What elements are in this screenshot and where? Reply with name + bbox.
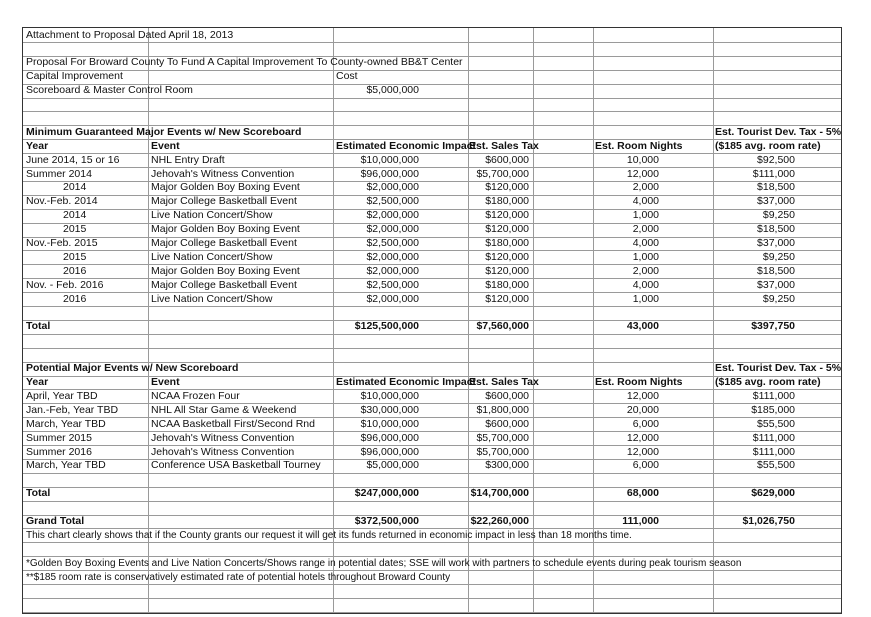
tourist-tax-cell: $55,500 <box>757 417 795 430</box>
room-nights-cell: 1,000 <box>632 209 659 222</box>
impact-cell: $10,000,000 <box>360 153 419 166</box>
sales-tax-cell: $1,800,000 <box>476 403 529 416</box>
tourist-tax-cell: $111,000 <box>752 389 795 402</box>
grid-row-line <box>23 584 841 585</box>
sales-tax-cell: $5,700,000 <box>476 167 529 180</box>
tourist-tax-header-1: Est. Tourist Dev. Tax - 5% <box>715 362 842 375</box>
year-cell: March, Year TBD <box>26 417 106 430</box>
grid-row-line <box>23 306 841 307</box>
tourist-tax-cell: $111,000 <box>752 167 795 180</box>
grand-total-room-nights: 111,000 <box>622 515 659 527</box>
sales-tax-cell: $120,000 <box>485 209 529 222</box>
sales-tax-header: Est. Sales Tax <box>469 139 539 152</box>
proposal-title: Proposal For Broward County To Fund A Capital Improvement To County-owned BB&T Center <box>26 56 463 69</box>
tourist-tax-header-2: ($185 avg. room rate) <box>715 376 821 388</box>
room-nights-cell: 4,000 <box>632 195 659 208</box>
room-nights-cell: 4,000 <box>632 278 659 291</box>
room-nights-header: Est. Room Nights <box>595 376 683 388</box>
year-cell: 2014 <box>63 181 87 194</box>
grid-row-line <box>23 334 841 335</box>
event-cell: Jehovah's Witness Convention <box>151 431 295 444</box>
year-cell: Summer 2016 <box>26 445 92 458</box>
event-cell: Major College Basketball Event <box>151 237 297 249</box>
potential-total-room-nights: 68,000 <box>626 487 659 500</box>
guaranteed-total-impact: $125,500,000 <box>354 320 419 333</box>
room-nights-cell: 10,000 <box>626 153 659 166</box>
grid-row-line <box>23 42 841 43</box>
tourist-tax-cell: $9,250 <box>762 292 795 305</box>
year-cell: Nov.-Feb. 2014 <box>26 195 98 208</box>
room-nights-cell: 6,000 <box>632 417 659 430</box>
room-nights-cell: 1,000 <box>632 250 659 263</box>
sales-tax-header: Est. Sales Tax <box>469 376 539 388</box>
tourist-tax-cell: $111,000 <box>752 445 795 458</box>
potential-total-impact: $247,000,000 <box>354 487 419 500</box>
event-header: Event <box>151 139 180 152</box>
event-cell: Live Nation Concert/Show <box>151 292 273 305</box>
tourist-tax-cell: $18,500 <box>757 264 795 277</box>
impact-cell: $2,000,000 <box>366 292 419 305</box>
impact-cell: $2,500,000 <box>366 195 419 208</box>
event-cell: NCAA Frozen Four <box>151 389 240 402</box>
summary-note: This chart clearly shows that if the County grants our request it will get its funds returned in economic impact in less than 18 months time. <box>26 529 632 541</box>
sales-tax-cell: $120,000 <box>485 292 529 305</box>
grid-row-line <box>23 98 841 99</box>
sales-tax-cell: $600,000 <box>485 153 529 166</box>
tourist-tax-cell: $37,000 <box>757 195 795 208</box>
grand-total-tourist-tax: $1,026,750 <box>742 515 795 527</box>
room-nights-cell: 20,000 <box>626 403 659 416</box>
tourist-tax-cell: $9,250 <box>762 250 795 263</box>
impact-cell: $96,000,000 <box>360 167 419 180</box>
year-cell: Nov. - Feb. 2016 <box>26 278 104 291</box>
year-cell: April, Year TBD <box>26 389 98 402</box>
item-cost: $5,000,000 <box>366 84 419 97</box>
impact-cell: $2,500,000 <box>366 237 419 249</box>
tourist-tax-cell: $18,500 <box>757 223 795 236</box>
year-cell: Summer 2014 <box>26 167 92 180</box>
impact-cell: $10,000,000 <box>360 389 419 402</box>
impact-header: Estimated Economic Impact <box>336 376 477 388</box>
guaranteed-total-sales-tax: $7,560,000 <box>476 320 529 333</box>
grid-row-line <box>23 542 841 543</box>
year-header: Year <box>26 376 49 388</box>
year-cell: Nov.-Feb. 2015 <box>26 237 98 249</box>
year-cell: 2015 <box>63 250 87 263</box>
grid-row-line <box>23 473 841 474</box>
guaranteed-total-label: Total <box>26 320 51 333</box>
impact-cell: $2,000,000 <box>366 181 419 194</box>
potential-total-label: Total <box>26 487 51 500</box>
sales-tax-cell: $600,000 <box>485 389 529 402</box>
grid-col-line <box>148 28 149 613</box>
grid-col-line <box>533 28 534 613</box>
tourist-tax-cell: $37,000 <box>757 278 795 291</box>
year-cell: Summer 2015 <box>26 431 92 444</box>
impact-cell: $10,000,000 <box>360 417 419 430</box>
grid-row-line <box>23 111 841 112</box>
event-cell: Jehovah's Witness Convention <box>151 167 295 180</box>
grid-col-line <box>333 28 334 613</box>
event-cell: Live Nation Concert/Show <box>151 209 273 222</box>
room-nights-cell: 2,000 <box>632 264 659 277</box>
year-cell: Jan.-Feb, Year TBD <box>26 403 119 416</box>
sales-tax-cell: $120,000 <box>485 223 529 236</box>
sales-tax-cell: $180,000 <box>485 278 529 291</box>
grid-col-line <box>713 28 714 613</box>
grid-col-line <box>593 28 594 613</box>
room-nights-cell: 12,000 <box>626 445 659 458</box>
impact-cell: $5,000,000 <box>366 459 419 472</box>
event-cell: Major Golden Boy Boxing Event <box>151 181 300 194</box>
footnote-2: **$185 room rate is conservatively estimated rate of potential hotels throughout Broward County <box>26 571 451 583</box>
year-cell: 2016 <box>63 264 87 277</box>
potential-total-tourist-tax: $629,000 <box>751 487 795 500</box>
year-cell: 2015 <box>63 223 87 236</box>
tourist-tax-cell: $55,500 <box>757 459 795 472</box>
grid-row-line <box>23 348 841 349</box>
tourist-tax-cell: $111,000 <box>752 431 795 444</box>
impact-cell: $2,000,000 <box>366 264 419 277</box>
year-cell: 2014 <box>63 209 87 222</box>
year-header: Year <box>26 139 49 152</box>
attachment-title: Attachment to Proposal Dated April 18, 2013 <box>26 28 234 41</box>
grand-total-sales-tax: $22,260,000 <box>470 515 529 527</box>
room-nights-cell: 12,000 <box>626 389 659 402</box>
event-cell: NHL All Star Game & Weekend <box>151 403 297 416</box>
sales-tax-cell: $300,000 <box>485 459 529 472</box>
room-nights-cell: 2,000 <box>632 223 659 236</box>
event-cell: Major College Basketball Event <box>151 278 297 291</box>
room-nights-cell: 6,000 <box>632 459 659 472</box>
sales-tax-cell: $120,000 <box>485 181 529 194</box>
spreadsheet <box>22 27 842 614</box>
event-cell: NHL Entry Draft <box>151 153 225 166</box>
potential-section-title: Potential Major Events w/ New Scoreboard <box>26 362 239 375</box>
tourist-tax-cell: $18,500 <box>757 181 795 194</box>
event-cell: Live Nation Concert/Show <box>151 250 273 263</box>
guaranteed-total-tourist-tax: $397,750 <box>751 320 795 333</box>
tourist-tax-cell: $9,250 <box>762 209 795 222</box>
grid-row-line <box>23 612 841 613</box>
potential-total-sales-tax: $14,700,000 <box>470 487 529 500</box>
impact-cell: $96,000,000 <box>360 445 419 458</box>
sales-tax-cell: $180,000 <box>485 237 529 249</box>
room-nights-cell: 2,000 <box>632 181 659 194</box>
room-nights-cell: 12,000 <box>626 167 659 180</box>
sales-tax-cell: $600,000 <box>485 417 529 430</box>
tourist-tax-cell: $185,000 <box>751 403 795 416</box>
event-cell: NCAA Basketball First/Second Rnd <box>151 417 315 430</box>
room-nights-header: Est. Room Nights <box>595 139 683 152</box>
event-cell: Jehovah's Witness Convention <box>151 445 295 458</box>
tourist-tax-cell: $92,500 <box>757 153 795 166</box>
sales-tax-cell: $120,000 <box>485 264 529 277</box>
grid-row-line <box>23 501 841 502</box>
room-nights-cell: 4,000 <box>632 237 659 249</box>
cost-label: Cost <box>336 70 358 83</box>
grid-row-line <box>23 598 841 599</box>
room-nights-cell: 1,000 <box>632 292 659 305</box>
sales-tax-cell: $120,000 <box>485 250 529 263</box>
impact-cell: $2,000,000 <box>366 209 419 222</box>
sales-tax-cell: $180,000 <box>485 195 529 208</box>
event-cell: Major Golden Boy Boxing Event <box>151 223 300 236</box>
event-cell: Major Golden Boy Boxing Event <box>151 264 300 277</box>
guaranteed-total-room-nights: 43,000 <box>626 320 659 333</box>
impact-cell: $30,000,000 <box>360 403 419 416</box>
impact-cell: $2,500,000 <box>366 278 419 291</box>
year-cell: March, Year TBD <box>26 459 106 472</box>
tourist-tax-header-2: ($185 avg. room rate) <box>715 139 821 152</box>
year-cell: 2016 <box>63 292 87 305</box>
capital-improvement-label: Capital Improvement <box>26 70 123 83</box>
guaranteed-section-title: Minimum Guaranteed Major Events w/ New Scoreboard <box>26 125 302 138</box>
impact-cell: $96,000,000 <box>360 431 419 444</box>
footnote-1: *Golden Boy Boxing Events and Live Nation Concerts/Shows range in potential dates; SSE will work with partners to schedule events during peak tourism season <box>26 557 742 569</box>
room-nights-cell: 12,000 <box>626 431 659 444</box>
event-header: Event <box>151 376 180 388</box>
grand-total-label: Grand Total <box>26 515 85 527</box>
impact-cell: $2,000,000 <box>366 223 419 236</box>
tourist-tax-cell: $37,000 <box>757 237 795 249</box>
year-cell: June 2014, 15 or 16 <box>26 153 120 166</box>
sales-tax-cell: $5,700,000 <box>476 445 529 458</box>
impact-cell: $2,000,000 <box>366 250 419 263</box>
impact-header: Estimated Economic Impact <box>336 139 477 152</box>
event-cell: Major College Basketball Event <box>151 195 297 208</box>
tourist-tax-header-1: Est. Tourist Dev. Tax - 5% <box>715 125 842 138</box>
item-label: Scoreboard & Master Control Room <box>26 84 193 97</box>
event-cell: Conference USA Basketball Tourney <box>151 459 321 472</box>
sales-tax-cell: $5,700,000 <box>476 431 529 444</box>
grand-total-impact: $372,500,000 <box>354 515 419 527</box>
